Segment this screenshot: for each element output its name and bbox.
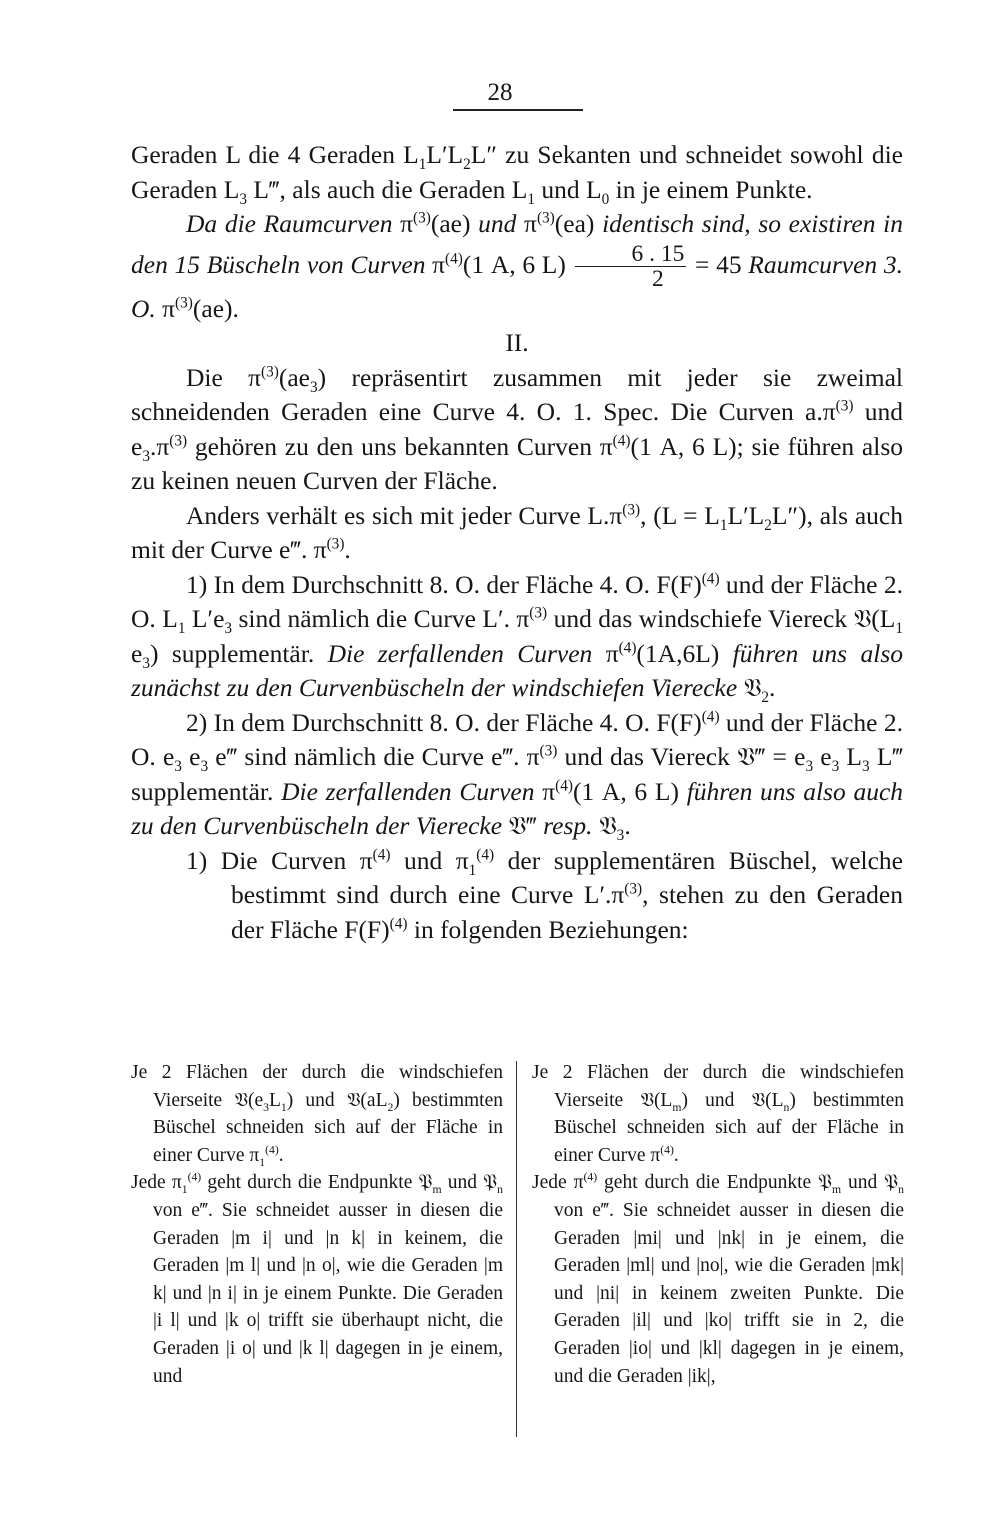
column-paragraph: Jede $\pi^{(4)}$ geht durch die Endpunkte 𝔓$_m$ und 𝔓$_n$ von e‴. Sie schneidet ausser in diesen die Geraden |mi| und |nk| in je einem, die Geraden |ml| und |no|, wie die Geraden |mk| und |ni| in keinem zweiten Punkte. Die Geraden |il| und |ko| trifft sie in 2, die Geraden |io| und |kl| dagegen in je einem, und die Geraden |ik|,	[532, 1170, 904, 1387]
section-heading: II.	[505, 328, 529, 358]
left-column	[131, 1059, 503, 1390]
paragraph: Die $\pi^{(3)}(ae_3)$ repräsentirt zusammen mit jeder sie zweimal schneidenden Geraden eine Curve 4. O. 1. Spec. Die Curven $a.\pi^{(3)}$ und $e_3.\pi^{(3)}$ gehören zu den uns bekannten Curven $\pi^{(4)}(1$ A, 6 L); sie führen also zu keinen neuen Curven der Fläche.	[131, 362, 904, 496]
main-text	[131, 138, 903, 947]
column-divider	[516, 1061, 517, 1437]
paragraph: Geraden L die 4 Geraden $L_1L'L_2L''$ zu Sekanten und schneidet sowohl die Geraden $L_3$ L‴, als auch die Geraden $L_1$ und $L_0$ in je einem Punkte.	[131, 140, 903, 208]
paragraph: Anders verhält es sich mit jeder Curve $L.\pi^{(3)}$, $(L = L_1L'L_2L'')$, als auch mit der Curve e‴. $\pi^{(3)}$.	[131, 500, 903, 565]
right-column	[532, 1059, 904, 1390]
paragraph: Da die Raumcurven $\pi^{(3)}(ae)$ und $\pi^{(3)}(ea)$ identisch sind, so existiren in den 15 Büscheln von Curven $\pi^{(4)}(1$ A, 6 L) $\frac{6 . 15}{2}$ = 45 Raumcurven 3. O. $\pi^{(3)}(ae)$.	[131, 209, 903, 323]
paragraph: 1) Die Curven $\pi^{(4)}$ und $\pi_1^{(4)}$ der supplementären Büschel, welche bestimmt sind durch eine Curve $L'.\pi^{(3)}$, stehen zu den Geraden der Fläche $F(F)^{(4)}$ in folgenden Beziehungen:	[186, 845, 903, 944]
paragraph: 1) In dem Durchschnitt 8. O. der Fläche 4. O. $F(F)^{(4)}$ und der Fläche 2. O. $L_1$ $L'e_3$ sind nämlich die Curve L′. $\pi^{(3)}$ und das windschiefe Viereck $𝔙(L_1$ $e_3$) supplementär. Die zerfallenden Curven $\pi^{(4)}(1A,6L)$ führen uns also zunächst zu den Curvenbüscheln der windschiefen Vierecke 𝔙$_2$.	[131, 569, 904, 707]
two-column-comparison	[131, 1059, 903, 1439]
column-paragraph: Je 2 Flächen der durch die windschiefen Vierseite $𝔙(L_m)$ und $𝔙(L_n)$ bestimmten Büschel schneiden sich auf der Fläche in einer Curve $\pi^{(4)}$.	[532, 1062, 904, 1166]
column-paragraph: Je 2 Flächen der durch die windschiefen Vierseite $𝔙(e_3L_1)$ und $𝔙(aL_2)$ bestimmten Büschel schneiden sich auf der Fläche in einer Curve $\pi_1^{(4)}$.	[131, 1062, 503, 1169]
page-number: 28	[487, 79, 513, 106]
page-number-rule	[453, 109, 583, 111]
column-paragraph: Jede $\pi_1^{(4)}$ geht durch die Endpunkte 𝔓$_m$ und 𝔓$_n$ von e‴. Sie schneidet ausser in diesen die Geraden |m i| und |n k| in keinem, die Geraden |m l| und |n o|, wie die Geraden |m k| und |n i| in je einem Punkte. Die Geraden |i l| und |k o| trifft sie überhaupt nicht, die Geraden |i o| und |k l| dagegen in je einem, und	[131, 1170, 503, 1387]
paragraph: 2) In dem Durchschnitt 8. O. der Fläche 4. O. $F(F)^{(4)}$ und der Fläche 2. O. $e_3$ $e_3$ e‴ sind nämlich die Curve e‴. $\pi^{(3)}$ und das Viereck 𝔙‴ = $e_3$ $e_3$ $L_3$ L‴ supplementär. Die zerfallenden Curven $\pi^{(4)}(1$ A, 6 L) führen uns also auch zu den Curvenbüscheln der Vierecke 𝔙‴ resp. 𝔙$_3$.	[131, 707, 904, 845]
